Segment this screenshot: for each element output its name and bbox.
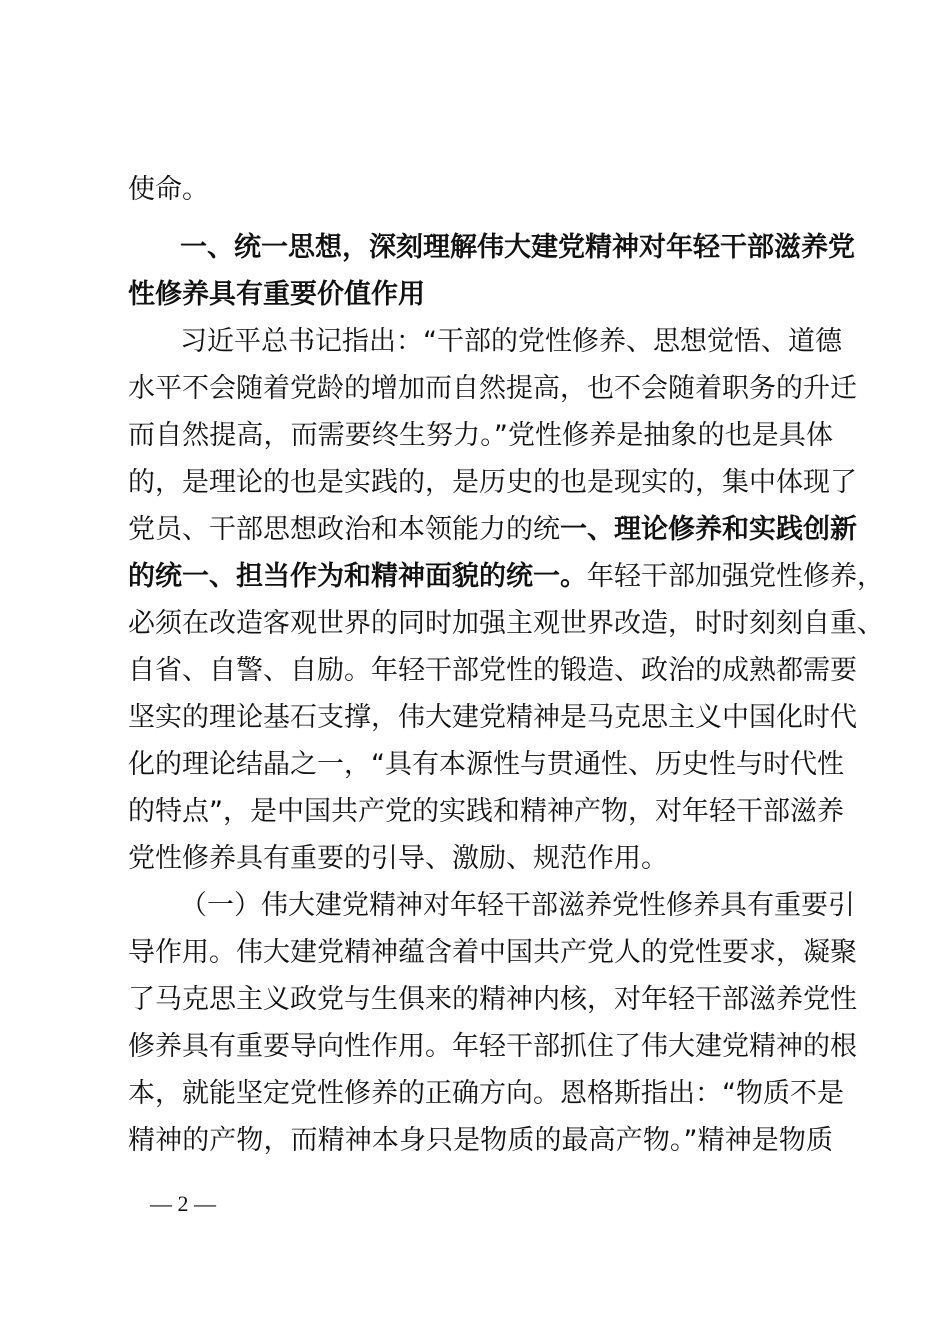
paragraph-line: 必须在改造客观世界的同时加强主观世界改造，时时刻刻自重、 [128,608,884,639]
paragraph-line: 党性修养具有重要的引导、激励、规范作用。 [128,843,668,874]
paragraph-line: 习近平总书记指出：“干部的党性修养、思想觉悟、道德 [180,326,842,357]
text-line: 使命。 [128,174,209,205]
paragraph-line: 导作用。伟大建党精神蕴含着中国共产党人的党性要求，凝聚 [128,937,857,968]
paragraph-line: 本，就能坚定党性修养的正确方向。恩格斯指出：“物质不是 [128,1078,844,1109]
paragraph-line: 了马克思主义政党与生俱来的精神内核，对年轻干部滋养党性 [128,984,857,1015]
section-heading-continued: 性修养具有重要价值作用 [128,279,425,310]
paragraph-line: 修养具有重要导向性作用。年轻干部抓住了伟大建党精神的根 [128,1031,857,1062]
section-heading: 一、统一思想，深刻理解伟大建党精神对年轻干部滋养党 [180,232,855,263]
paragraph-line: 自省、自警、自励。年轻干部党性的锻造、政治的成熟都需要 [128,655,857,686]
paragraph-line: 的特点”，是中国共产党的实践和精神产物，对年轻干部滋养 [128,796,844,827]
paragraph-line: 而自然提高，而需要终生努力。”党性修养是抽象的也是具体 [128,420,833,451]
page-number: — 2 — [150,1191,216,1216]
subsection-line: （一）伟大建党精神对年轻干部滋养党性修养具有重要引 [180,890,855,921]
paragraph-line-mixed [128,557,884,597]
paragraph-line: 水平不会随着党龄的增加而自然提高，也不会随着职务的升迁 [128,373,857,404]
paragraph-line: 的，是理论的也是实践的，是历史的也是现实的，集中体现了 [128,467,857,498]
paragraph-line-mixed [128,510,857,550]
paragraph-line: 化的理论结晶之一，“具有本源性与贯通性、历史性与时代性 [128,749,844,780]
emphasis-segment: 的统一、担当作为和精神面貌的统一。 [128,561,587,592]
paragraph-segment: 年轻干部加强党性修养， [587,561,884,592]
paragraph-line: 坚实的理论基石支撑，伟大建党精神是马克思主义中国化时代 [128,702,857,733]
paragraph-line: 精神的产物，而精神本身只是物质的最高产物。”精神是物质 [128,1125,833,1156]
emphasis-segment: 一、理论修养和实践创新 [560,514,857,545]
paragraph-segment: 党员、干部思想政治和本领能力的统 [128,514,560,545]
